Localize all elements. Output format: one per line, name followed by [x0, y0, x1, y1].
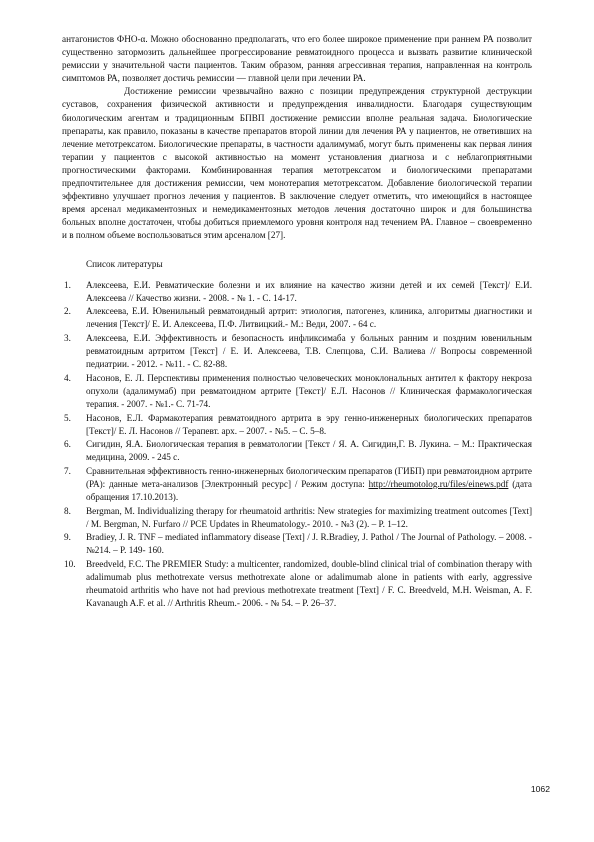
reference-text: [86, 465, 532, 504]
reference-text-after-link: (дата обращения 17.10.2013).: [86, 479, 532, 503]
reference-item: [62, 412, 532, 438]
reference-link[interactable]: http://rheumotolog.ru/files/einews.pdf: [368, 479, 509, 489]
reference-item: [62, 332, 532, 371]
page-content: [62, 33, 532, 611]
reference-item: [62, 305, 532, 331]
reference-text: Bergman, M. Individualizing therapy for rheumatoid arthritis: New strategies for maximizing treatment outcomes [Text] / M. Bergman, N. Furfaro // PCE Updates in Rheumatology.- 2010. - №3 (2). – P. 1–12.: [86, 505, 532, 529]
reference-number: 7.: [64, 465, 71, 476]
reference-text: Алексеева, Е.И. Ювенильный ревматоидный артрит: этиология, патогенез, клиника, алгоритмы диагностики и лечения [Текст]/ Е. И. Алексеева, П.Ф. Литвицкий.- М.: Веди, 2007. - 64 с.: [86, 306, 532, 330]
reference-text: Насонов, Е.Л. Фармакотерапия ревматоидного артрита в эру генно-инженерных биологических препаратов [Текст]/ Е. Л. Насонов // Терапевт. арх. – 2007. - №5. – С. 5–8.: [86, 412, 532, 436]
reference-item: [62, 438, 532, 464]
reference-text: Bradiey, J. R. TNF – mediated inflammatory disease [Text] / J. R.Bradiey, J. Pathol / The Journal of Pathology. – 2008. - №214. – P. 149- 160.: [86, 532, 532, 556]
reference-text: Алексеева, Е.И. Ревматические болезни и их влияние на качество жизни детей и их семей [Текст]/ Е.И. Алексеева // Качество жизни. - 2008. - № 1. - С. 14-17.: [86, 279, 532, 303]
reference-item: [62, 465, 532, 504]
reference-number: 5.: [64, 412, 71, 423]
page-number: 1062: [530, 784, 550, 794]
reference-item: [62, 531, 532, 557]
reference-item: [62, 558, 532, 610]
body-paragraph-2: Достижение ремиссии чрезвычайно важно с позиции предупреждения структурной деструкции суставов, сохранения физической активности и предупреждения инвалидности. Благодаря существующим биологическим агентам и традиционным БПВП достижение ремиссии вполне реальная задача. Биологические препараты, как правило, показаны в качестве препаратов второй линии для лечения РА у пациентов, не ответивших на лечение метотрексатом. Биологические препараты, в частности адалимумаб, могут быть применены как первая линия терапии у пациентов с высокой активностью на момент установления диагноза и с неблагоприятными прогностическими факторами. Комбинированная терапия метотрексатом и биологическими препаратами предпочтительнее для достижения ремиссии, чем монотерапия метотрексатом. Добавление биологической терапии эффективно улучшает прогноз лечения у пациентов. В заключение следует отметить, что имеющийся в настоящее время арсенал медикаментозных и немедикаментозных методов лечения достаточно широк и для большинства больных вполне достаточен, чтобы добиться приемлемого уровня контроля над течением РА. Главное – своевременно и в полном объеме воспользоваться этим арсеналом [27].: [62, 86, 532, 241]
reference-text: Алексеева, Е.И. Эффективность и безопасность инфликсимаба у больных ранним и поздним ювенильным ревматоидным артритом [Текст] / Е. И. Алексеева, Т.В. Слепцова, С.И. Валиева // Вопросы современной педиатрии. - 2012. - №11. - С. 82-88.: [86, 332, 532, 370]
reference-text: Насонов, Е. Л. Перспективы применения полностью человеческих моноклональных антител к фактору некроза опухоли (адалимумаб) при ревматоидном артрите [Текст]/ Е.Л. Насонов // Клиническая фармакологическая терапия. - 2007. - №1.- С. 71-74.: [86, 372, 532, 409]
reference-text: Сигидин, Я.А. Биологическая терапия в ревматологии [Текст / Я. А. Сигидин,Г. В. Лукина. – М.: Практическая медицина, 2009. - 245 с.: [86, 439, 532, 463]
reference-number: 9.: [64, 532, 71, 543]
references-heading: Список литературы: [86, 258, 163, 269]
reference-number: 2.: [64, 306, 71, 317]
reference-number: 6.: [64, 439, 71, 450]
reference-text-before-link: Сравнительная эффективность генно-инженерных биологическим препаратов (ГИБП) при ревматоидном артрите (РА): данные мета-анализов [Электронный ресурс] / Режим доступа:: [86, 465, 532, 489]
reference-item: [62, 505, 532, 531]
reference-number: 3.: [64, 332, 71, 343]
references-list: [62, 279, 532, 611]
reference-number: 10.: [64, 559, 76, 570]
reference-text: Breedveld, F.C. The PREMIER Study: a multicenter, randomized, double-blind clinical trial of combination therapy with adalimumab plus methotrexate versus methotrexate alone or adalimumab alone in patients with early, aggressive rheumatoid arthritis who have not had previous methotrexate treatment [Text] / F. C. Breedveld, M.H. Weisman, A. F. Kavanaugh A.F. et al. // Arthritis Rheum.- 2006. - № 54. – P. 26–37.: [86, 559, 532, 609]
reference-number: 8.: [64, 505, 71, 516]
body-paragraph-1: антагонистов ФНО-α. Можно обоснованно предполагать, что его более широкое применение при раннем РА позволит существенно затормозить дальнейшее прогрессирование ревматоидного процесса и вызвать развитие клинической ремиссии у значительной части пациентов. Таким образом, ранняя агрессивная терапия, направленная на контроль симптомов РА, позволяет достичь ремиссии — главной цели при лечении РА.: [62, 34, 532, 84]
reference-number: 4.: [64, 372, 71, 383]
reference-number: 1.: [64, 279, 71, 290]
reference-item: [62, 279, 532, 305]
reference-item: [62, 372, 532, 411]
